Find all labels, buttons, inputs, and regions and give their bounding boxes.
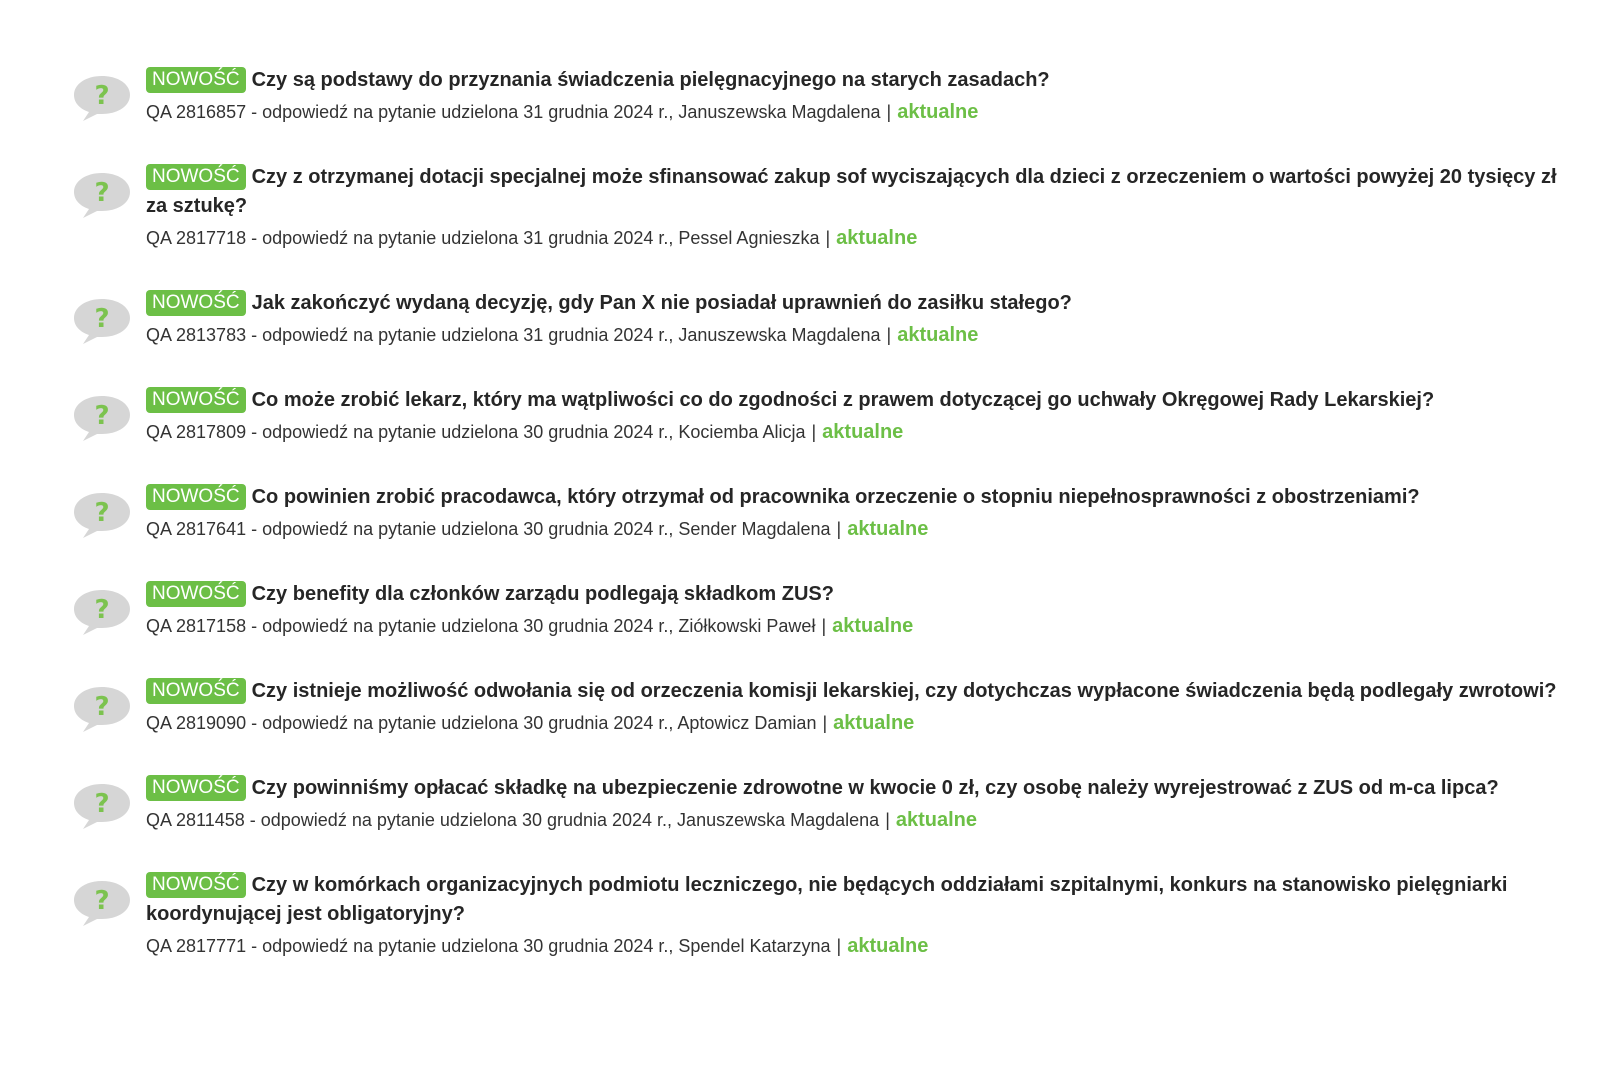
qa-list xyxy=(72,66,1572,997)
question-meta xyxy=(146,419,1572,445)
qa-body xyxy=(146,483,1572,542)
question-bubble-icon xyxy=(72,169,132,221)
question-title[interactable] xyxy=(146,386,1572,415)
new-badge: NOWOŚĆ xyxy=(146,387,246,413)
question-bubble-icon xyxy=(72,392,132,444)
meta-text: QA 2817809 - odpowiedź na pytanie udzielona 30 grudnia 2024 r., Kociemba Alicja xyxy=(146,422,806,442)
question-title-text[interactable]: Czy powinniśmy opłacać składkę na ubezpieczenie zdrowotne w kwocie 0 zł, czy osobę należy wyrejestrować z ZUS od m-ca lipca? xyxy=(251,777,1499,799)
qa-body xyxy=(146,580,1572,639)
question-meta xyxy=(146,516,1572,542)
status-link[interactable]: aktualne xyxy=(832,615,914,637)
svg-text:?: ? xyxy=(94,789,110,819)
meta-separator: | xyxy=(885,810,890,830)
question-meta xyxy=(146,807,1572,833)
list-item xyxy=(72,289,1572,348)
new-badge: NOWOŚĆ xyxy=(146,872,246,898)
question-title[interactable] xyxy=(146,483,1572,512)
question-title[interactable] xyxy=(146,289,1572,318)
list-item xyxy=(72,677,1572,736)
meta-separator: | xyxy=(825,228,831,248)
new-badge: NOWOŚĆ xyxy=(146,67,246,93)
list-item xyxy=(72,66,1572,125)
meta-text: QA 2816857 - odpowiedź na pytanie udzielona 31 grudnia 2024 r., Januszewska Magdalena xyxy=(146,102,881,122)
new-badge: NOWOŚĆ xyxy=(146,678,246,704)
meta-separator: | xyxy=(811,422,817,442)
qa-body xyxy=(146,66,1572,125)
question-bubble-icon xyxy=(72,72,132,124)
question-title[interactable] xyxy=(146,871,1572,929)
question-meta xyxy=(146,710,1572,736)
question-title-text[interactable]: Czy z otrzymanej dotacji specjalnej może sfinansować zakup sof wyciszających dla dzieci z orzeczeniem o wartości powyżej 20 tysięcy zł za sztukę? xyxy=(146,166,1557,217)
qa-body xyxy=(146,289,1572,348)
meta-text: QA 2817641 - odpowiedź na pytanie udzielona 30 grudnia 2024 r., Sender Magdalena xyxy=(146,519,831,539)
question-bubble-icon xyxy=(72,877,132,929)
list-item xyxy=(72,871,1572,959)
question-meta xyxy=(146,613,1572,639)
svg-text:?: ? xyxy=(94,692,110,722)
question-meta xyxy=(146,99,1572,125)
status-link[interactable]: aktualne xyxy=(897,324,979,346)
question-bubble-icon xyxy=(72,586,132,638)
svg-text:?: ? xyxy=(94,304,110,334)
qa-body xyxy=(146,871,1572,959)
svg-text:?: ? xyxy=(94,178,110,208)
svg-text:?: ? xyxy=(94,498,110,528)
meta-separator: | xyxy=(886,325,892,345)
list-item xyxy=(72,386,1572,445)
new-badge: NOWOŚĆ xyxy=(146,484,246,510)
question-title-text[interactable]: Czy w komórkach organizacyjnych podmiotu leczniczego, nie będących oddziałami szpitalnymi, konkurs na stanowisko pielęgniarki koordynującej jest obligatoryjny? xyxy=(146,874,1508,925)
question-meta xyxy=(146,225,1572,251)
status-link[interactable]: aktualne xyxy=(822,421,904,443)
new-badge: NOWOŚĆ xyxy=(146,581,246,607)
question-title-text[interactable]: Co powinien zrobić pracodawca, który otrzymał od pracownika orzeczenie o stopniu niepełnosprawności z obostrzeniami? xyxy=(251,486,1420,508)
svg-text:?: ? xyxy=(94,886,110,916)
new-badge: NOWOŚĆ xyxy=(146,290,246,316)
question-title-text[interactable]: Czy istnieje możliwość odwołania się od orzeczenia komisji lekarskiej, czy dotychczas wypłacone świadczenia będą podlegały zwrotowi? xyxy=(251,680,1557,702)
svg-text:?: ? xyxy=(94,595,110,625)
meta-text: QA 2817771 - odpowiedź na pytanie udzielona 30 grudnia 2024 r., Spendel Katarzyna xyxy=(146,936,831,956)
meta-separator: | xyxy=(886,102,892,122)
status-link[interactable]: aktualne xyxy=(847,518,929,540)
meta-text: QA 2811458 - odpowiedź na pytanie udzielona 30 grudnia 2024 r., Januszewska Magdalena xyxy=(146,810,880,830)
status-link[interactable]: aktualne xyxy=(833,712,915,734)
question-title[interactable] xyxy=(146,66,1572,95)
list-item xyxy=(72,774,1572,833)
status-link[interactable]: aktualne xyxy=(847,935,929,957)
question-bubble-icon xyxy=(72,295,132,347)
meta-text: QA 2817158 - odpowiedź na pytanie udzielona 30 grudnia 2024 r., Ziółkowski Paweł xyxy=(146,616,816,636)
question-title[interactable] xyxy=(146,580,1572,609)
question-title-text[interactable]: Czy są podstawy do przyznania świadczenia pielęgnacyjnego na starych zasadach? xyxy=(251,69,1050,91)
qa-body xyxy=(146,677,1572,736)
question-title-text[interactable]: Jak zakończyć wydaną decyzję, gdy Pan X nie posiadał uprawnień do zasiłku stałego? xyxy=(251,292,1072,314)
meta-text: QA 2819090 - odpowiedź na pytanie udzielona 30 grudnia 2024 r., Aptowicz Damian xyxy=(146,713,817,733)
question-meta xyxy=(146,322,1572,348)
svg-text:?: ? xyxy=(94,81,110,111)
qa-body xyxy=(146,774,1572,833)
qa-body xyxy=(146,386,1572,445)
question-title-text[interactable]: Czy benefity dla członków zarządu podlegają składkom ZUS? xyxy=(251,583,834,605)
meta-separator: | xyxy=(836,519,842,539)
new-badge: NOWOŚĆ xyxy=(146,775,246,801)
status-link[interactable]: aktualne xyxy=(836,227,918,249)
question-title[interactable] xyxy=(146,163,1572,221)
list-item xyxy=(72,163,1572,251)
status-link[interactable]: aktualne xyxy=(897,101,979,123)
question-bubble-icon xyxy=(72,683,132,735)
question-bubble-icon xyxy=(72,489,132,541)
question-meta xyxy=(146,933,1572,959)
list-item xyxy=(72,483,1572,542)
question-title[interactable] xyxy=(146,774,1572,803)
meta-text: QA 2817718 - odpowiedź na pytanie udzielona 31 grudnia 2024 r., Pessel Agnieszka xyxy=(146,228,820,248)
meta-text: QA 2813783 - odpowiedź na pytanie udzielona 31 grudnia 2024 r., Januszewska Magdalena xyxy=(146,325,881,345)
meta-separator: | xyxy=(821,616,827,636)
list-item xyxy=(72,580,1572,639)
new-badge: NOWOŚĆ xyxy=(146,164,246,190)
svg-text:?: ? xyxy=(94,401,110,431)
meta-separator: | xyxy=(822,713,828,733)
qa-body xyxy=(146,163,1572,251)
question-bubble-icon xyxy=(72,780,132,832)
status-link[interactable]: aktualne xyxy=(895,809,978,831)
question-title[interactable] xyxy=(146,677,1572,706)
meta-separator: | xyxy=(836,936,842,956)
question-title-text[interactable]: Co może zrobić lekarz, który ma wątpliwości co do zgodności z prawem dotyczącej go uchwały Okręgowej Rady Lekarskiej? xyxy=(251,389,1435,411)
